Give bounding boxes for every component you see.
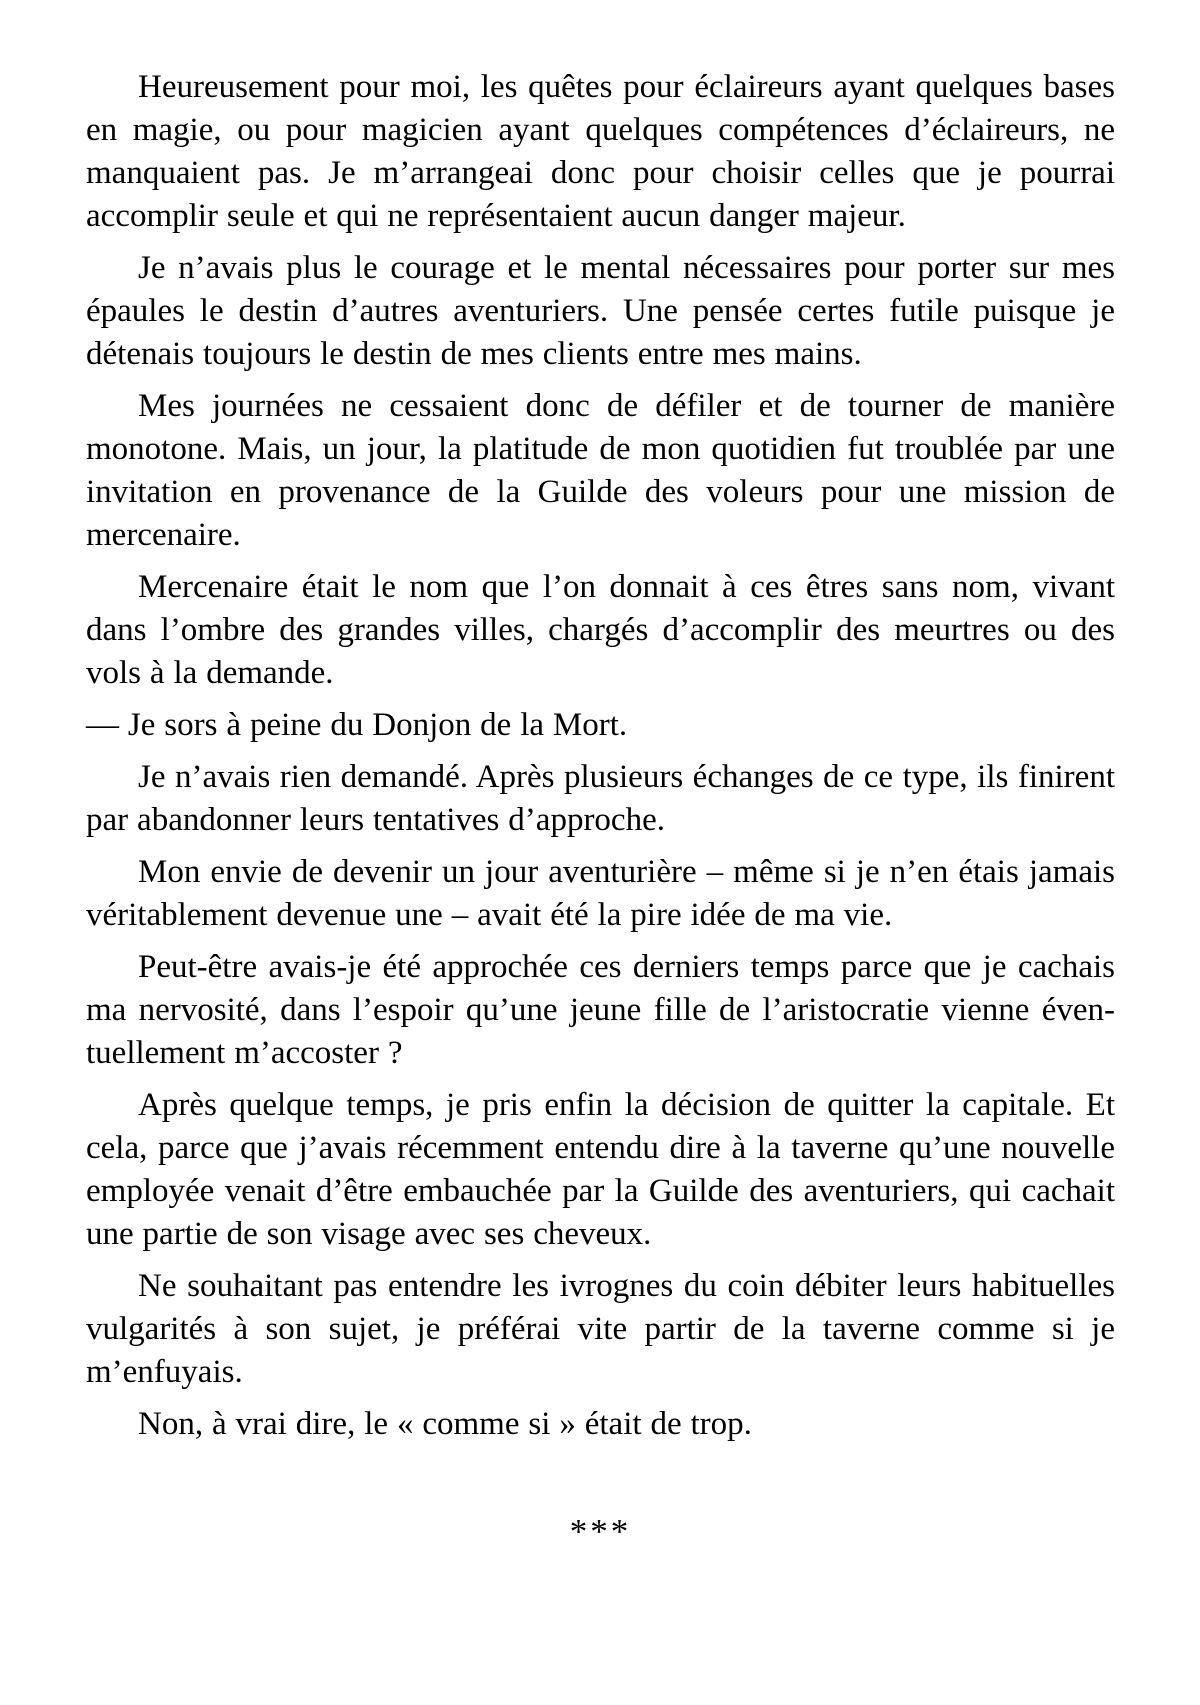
paragraph: Après quelque temps, je pris enfin la décision de quitter la capitale. Et cela, parce que j’avais récemment entendu dire à la taverne qu’une nouvelle employée venait d’être embauchée par la Guilde des aventuriers, qui cachait une partie de son visage avec ses cheveux.	[86, 1087, 1115, 1252]
paragraph: Je n’avais rien demandé. Après plusieurs échanges de ce type, ils finirent par abandonner leurs tentatives d’approche.	[86, 759, 1115, 838]
paragraph: Je n’avais plus le courage et le mental nécessaires pour porter sur mes épaules le destin d’autres aventuriers. Une pensée certes futile puisque je détenais toujours le destin de mes clients entre mes mains.	[86, 250, 1115, 372]
paragraph: Mon envie de devenir un jour aventurière – même si je n’en étais jamais véritablement devenue une – avait été la pire idée de ma vie.	[86, 854, 1115, 933]
body-text-block	[86, 66, 1115, 1553]
paragraph: Mes journées ne cessaient donc de défiler et de tourner de manière monotone. Mais, un jour, la platitude de mon quotidien fut troublée par une invitation en provenance de la Guilde des voleurs pour une mission de mercenaire.	[86, 388, 1115, 553]
paragraph: Non, à vrai dire, le « comme si » était de trop.	[138, 1406, 752, 1442]
paragraph: Peut-être avais-je été approchée ces derniers temps parce que je cachais ma nervosité, dans l’espoir qu’une jeune fille de l’aristocratie vienne éventuellement m’accoster ?	[86, 949, 1115, 1071]
scene-break-separator: ***	[569, 1512, 632, 1551]
paragraph: Mercenaire était le nom que l’on donnait à ces êtres sans nom, vivant dans l’ombre des grandes villes, chargés d’accomplir des meurtres ou des vols à la demande.	[86, 569, 1115, 691]
dialogue-paragraph: — Je sors à peine du Donjon de la Mort.	[86, 707, 628, 743]
paragraph: Heureusement pour moi, les quêtes pour éclaireurs ayant quelques bases en magie, ou pour magicien ayant quelques compétences d’éclaireurs, ne manquaient pas. Je m’arrangeai donc pour choisir celles que je pourrai accomplir seule et qui ne représentaient aucun danger majeur.	[86, 69, 1115, 234]
paragraph: Ne souhaitant pas entendre les ivrognes du coin débiter leurs habituelles vulgarités à son sujet, je préférai vite partir de la taverne comme si je m’enfuyais.	[86, 1268, 1115, 1390]
